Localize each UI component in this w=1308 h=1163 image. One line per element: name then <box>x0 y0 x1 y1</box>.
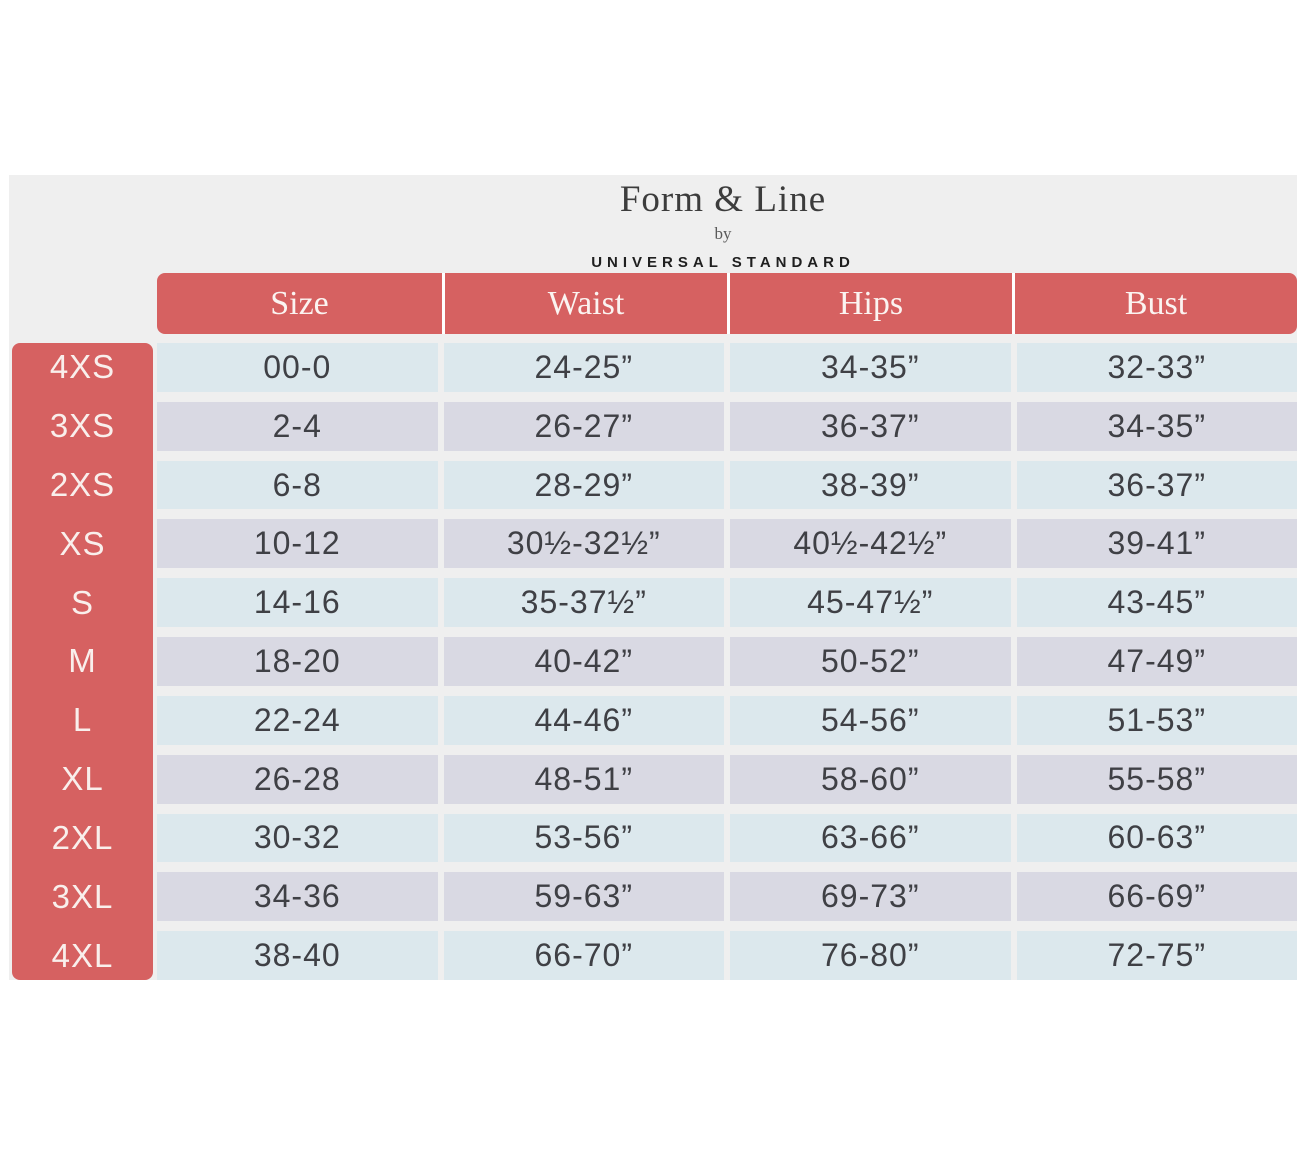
cell-s-hips: 45-47½” <box>730 578 1011 627</box>
cell-3xs-bust: 34-35” <box>1017 402 1298 451</box>
cell-xs-bust: 39-41” <box>1017 519 1298 568</box>
cell-s-waist: 35-37½” <box>444 578 725 627</box>
cell-l-size: 22-24 <box>157 696 438 745</box>
cell-3xs-waist: 26-27” <box>444 402 725 451</box>
cell-4xs-hips: 34-35” <box>730 343 1011 392</box>
cell-4xs-bust: 32-33” <box>1017 343 1298 392</box>
cell-l-waist: 44-46” <box>444 696 725 745</box>
cell-2xs-bust: 36-37” <box>1017 461 1298 510</box>
cell-xl-bust: 55-58” <box>1017 755 1298 804</box>
row-size-label-xl: XL <box>61 760 104 798</box>
cell-m-bust: 47-49” <box>1017 637 1298 686</box>
table-body <box>157 343 1297 980</box>
brand-name: UNIVERSAL STANDARD <box>591 254 855 271</box>
cell-xl-waist: 48-51” <box>444 755 725 804</box>
cell-2xs-size: 6-8 <box>157 461 438 510</box>
table-header-row <box>157 273 1297 334</box>
cell-3xl-hips: 69-73” <box>730 872 1011 921</box>
row-size-label-4xs: 4XS <box>49 348 116 386</box>
cell-4xl-bust: 72-75” <box>1017 931 1298 980</box>
row-size-label-s: S <box>70 583 94 621</box>
column-header-waist: Waist <box>442 273 727 334</box>
cell-m-size: 18-20 <box>157 637 438 686</box>
cell-3xl-size: 34-36 <box>157 872 438 921</box>
cell-xs-size: 10-12 <box>157 519 438 568</box>
cell-4xl-waist: 66-70” <box>444 931 725 980</box>
cell-4xl-hips: 76-80” <box>730 931 1011 980</box>
column-header-bust: Bust <box>1012 273 1297 334</box>
size-label-column <box>12 343 153 980</box>
row-size-label-l: L <box>72 701 93 739</box>
row-size-label-2xl: 2XL <box>51 818 114 856</box>
brand-title: Form & Line <box>619 179 827 220</box>
cell-l-bust: 51-53” <box>1017 696 1298 745</box>
row-size-label-4xl: 4XL <box>51 936 114 974</box>
cell-4xs-size: 00-0 <box>157 343 438 392</box>
cell-2xs-hips: 38-39” <box>730 461 1011 510</box>
cell-l-hips: 54-56” <box>730 696 1011 745</box>
cell-s-size: 14-16 <box>157 578 438 627</box>
cell-4xl-size: 38-40 <box>157 931 438 980</box>
cell-2xl-size: 30-32 <box>157 814 438 863</box>
row-size-label-3xs: 3XS <box>49 407 116 445</box>
row-size-label-m: M <box>68 642 97 680</box>
column-header-hips: Hips <box>727 273 1012 334</box>
cell-2xs-waist: 28-29” <box>444 461 725 510</box>
cell-2xl-hips: 63-66” <box>730 814 1011 863</box>
cell-m-hips: 50-52” <box>730 637 1011 686</box>
cell-2xl-waist: 53-56” <box>444 814 725 863</box>
cell-xl-size: 26-28 <box>157 755 438 804</box>
row-size-label-xs: XS <box>59 524 106 562</box>
cell-3xl-bust: 66-69” <box>1017 872 1298 921</box>
brand-byline: by <box>714 224 732 243</box>
row-size-label-3xl: 3XL <box>51 877 114 915</box>
column-header-size: Size <box>270 284 329 322</box>
size-chart-panel <box>9 175 1297 980</box>
cell-xs-waist: 30½-32½” <box>444 519 725 568</box>
cell-m-waist: 40-42” <box>444 637 725 686</box>
cell-3xs-hips: 36-37” <box>730 402 1011 451</box>
brand-header <box>149 175 1297 271</box>
row-size-label-2xs: 2XS <box>49 466 116 504</box>
cell-xs-hips: 40½-42½” <box>730 519 1011 568</box>
cell-4xs-waist: 24-25” <box>444 343 725 392</box>
cell-3xs-size: 2-4 <box>157 402 438 451</box>
cell-xl-hips: 58-60” <box>730 755 1011 804</box>
cell-s-bust: 43-45” <box>1017 578 1298 627</box>
cell-2xl-bust: 60-63” <box>1017 814 1298 863</box>
cell-3xl-waist: 59-63” <box>444 872 725 921</box>
